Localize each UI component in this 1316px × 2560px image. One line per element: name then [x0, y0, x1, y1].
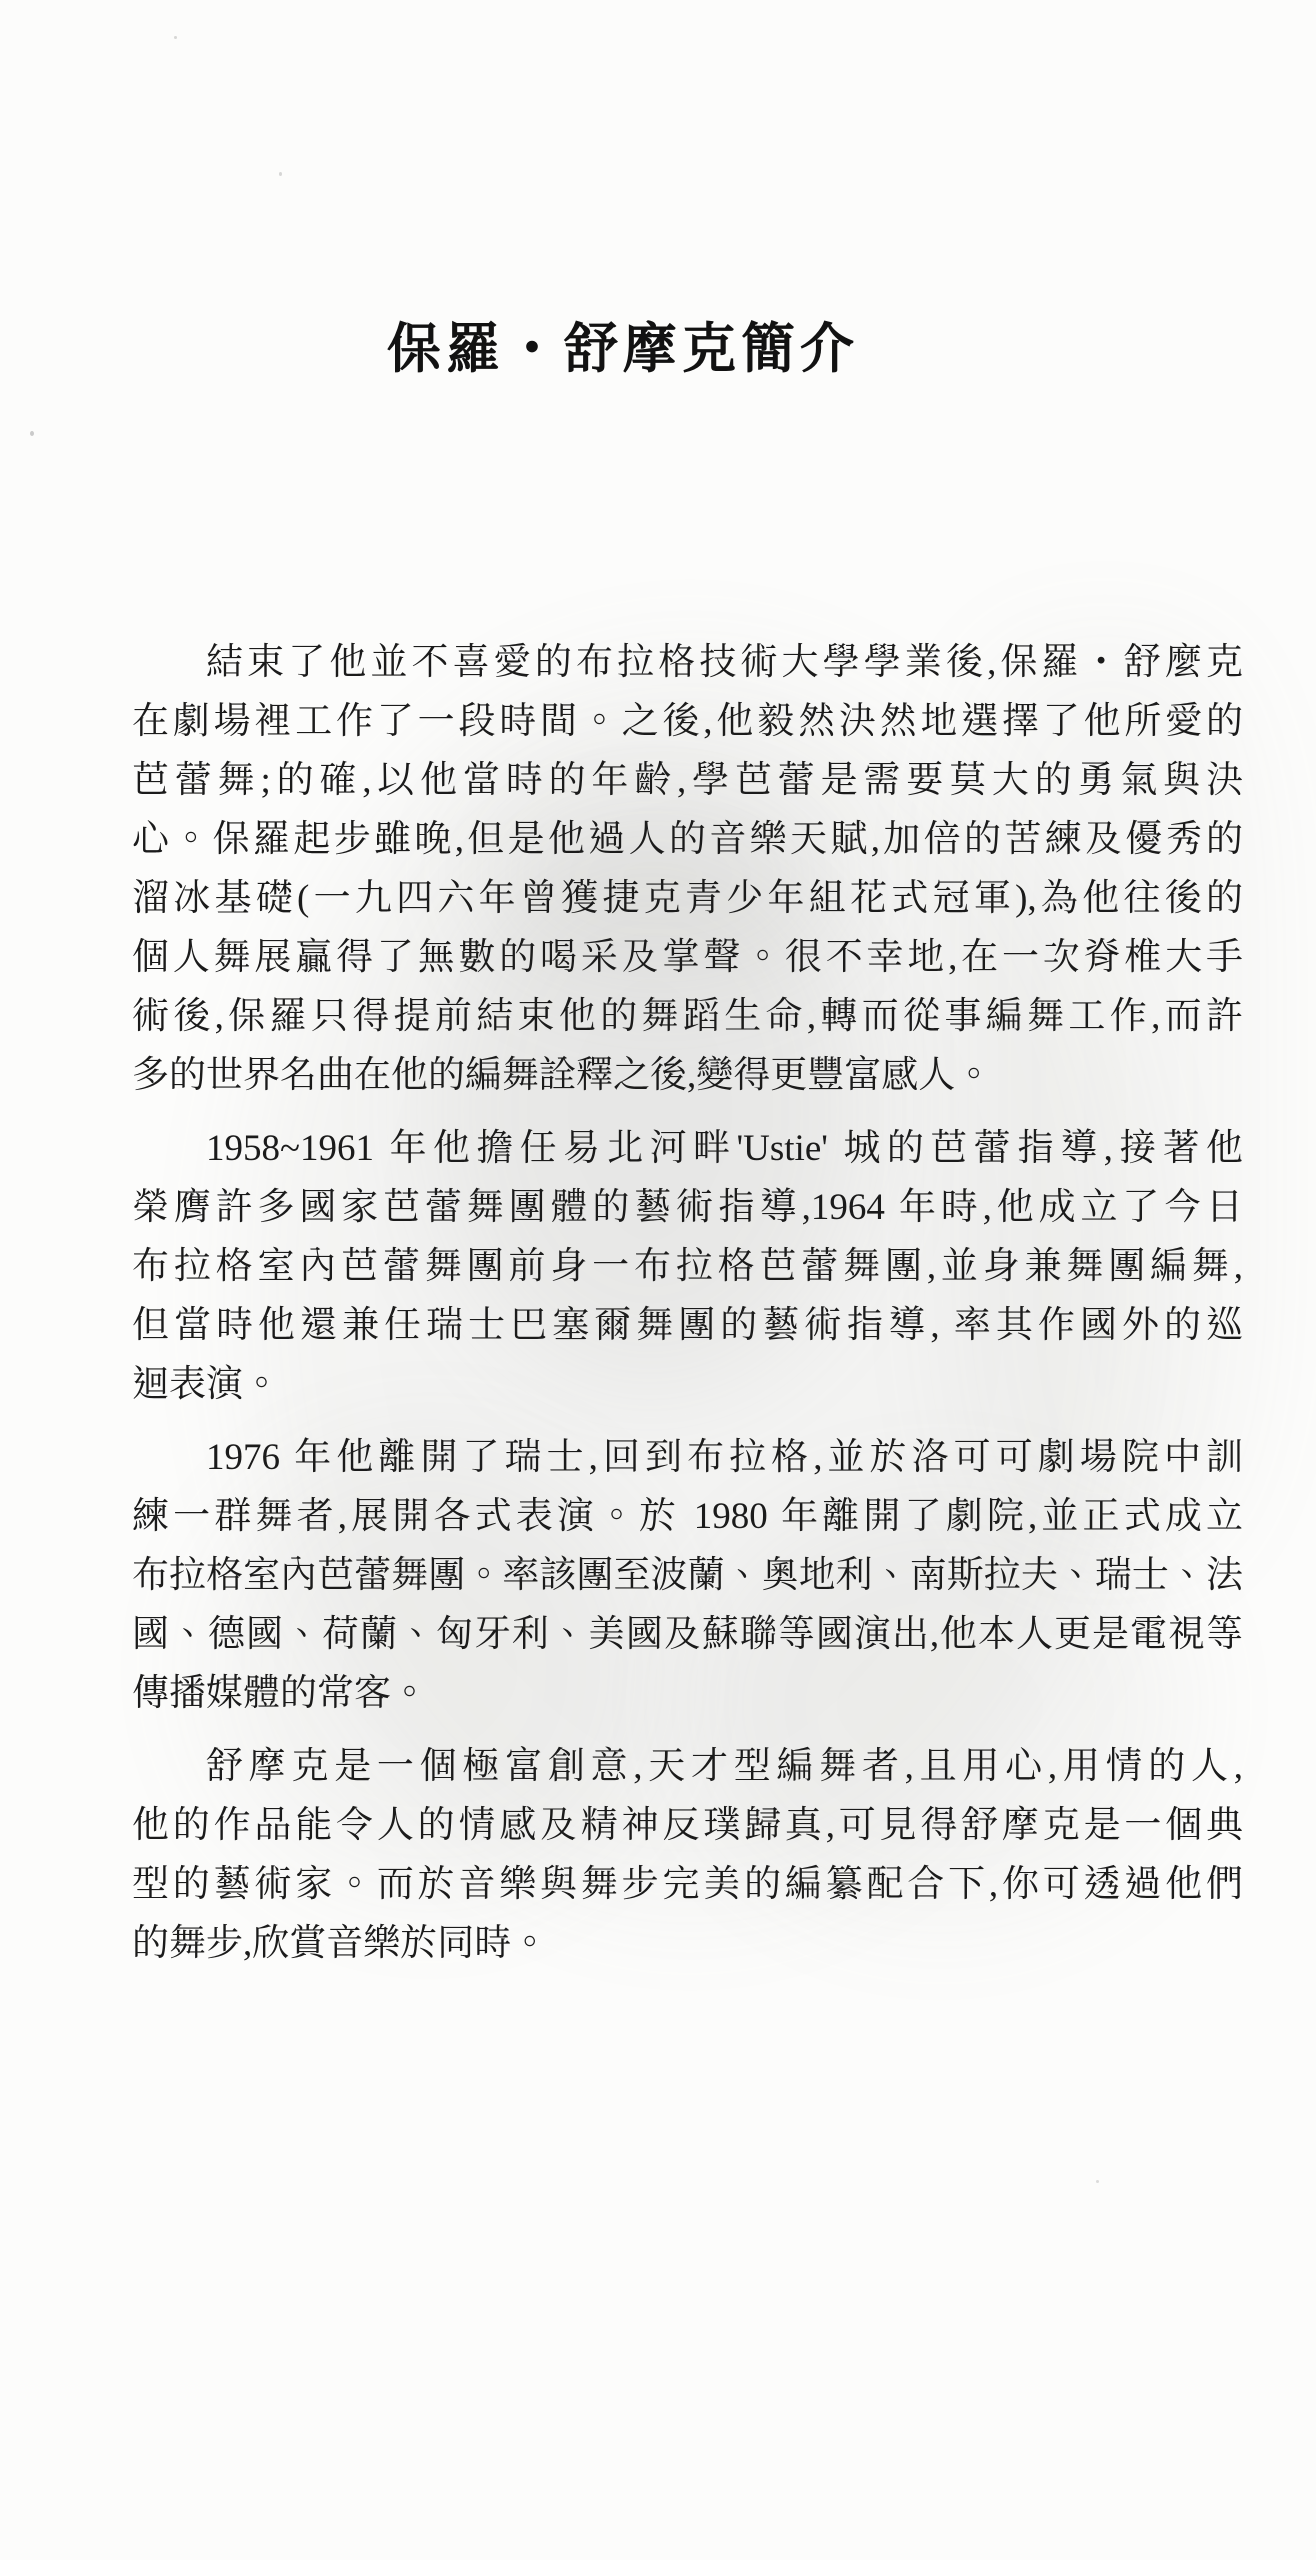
paper-speck — [1096, 2180, 1099, 2183]
text-line-4: 心。保羅起步雖晚,但是他過人的音樂天賦,加倍的苦練及優秀的 — [132, 819, 1243, 860]
text-line-22: 的舞步,欣賞音樂於同時。 — [132, 1923, 549, 1964]
text-line-6: 個人舞展贏得了無數的喝采及掌聲。很不幸地,在一次脊椎大手 — [132, 937, 1243, 978]
text-line-7: 術後,保羅只得提前結束他的舞蹈生命,轉而從事編舞工作,而許 — [132, 996, 1243, 1037]
text-line-18: 傳播媒體的常客。 — [132, 1673, 428, 1714]
text-line-9: 1958~1961 年他擔任易北河畔'Ustie' 城的芭蕾指導,接著他 — [206, 1128, 1243, 1169]
paper-speck — [279, 172, 282, 176]
body-text — [132, 633, 1243, 1973]
text-line-15: 練一群舞者,展開各式表演。於 1980 年離開了劇院,並正式成立 — [132, 1496, 1243, 1537]
text-line-13: 迴表演。 — [132, 1364, 280, 1405]
paper-speck — [30, 431, 34, 436]
text-line-12: 但當時他還兼任瑞士巴塞爾舞團的藝術指導, 率其作國外的巡 — [132, 1305, 1243, 1346]
text-line-20: 他的作品能令人的情感及精神反璞歸真,可見得舒摩克是一個典 — [132, 1805, 1243, 1846]
text-line-3: 芭蕾舞;的確,以他當時的年齡,學芭蕾是需要莫大的勇氣與決 — [132, 760, 1243, 801]
text-line-8: 多的世界名曲在他的編舞詮釋之後,變得更豐富感人。 — [132, 1055, 993, 1096]
text-line-14: 1976 年他離開了瑞士,回到布拉格,並於洛可可劇場院中訓 — [206, 1437, 1243, 1478]
text-line-2: 在劇場裡工作了一段時間。之後,他毅然決然地選擇了他所愛的 — [132, 701, 1243, 742]
text-line-11: 布拉格室內芭蕾舞團前身一布拉格芭蕾舞團,並身兼舞團編舞, — [132, 1246, 1243, 1287]
text-line-19: 舒摩克是一個極富創意,天才型編舞者,且用心,用情的人, — [206, 1746, 1243, 1787]
text-line-1: 結束了他並不喜愛的布拉格技術大學學業後,保羅・舒麼克 — [206, 642, 1243, 683]
page-title: 保羅・舒摩克簡介 — [387, 319, 859, 379]
text-line-5: 溜冰基礎(一九四六年曾獲捷克青少年組花式冠軍),為他往後的 — [132, 878, 1243, 919]
text-line-17: 國、德國、荷蘭、匈牙利、美國及蘇聯等國演出,他本人更是電視等 — [132, 1614, 1243, 1655]
text-line-16: 布拉格室內芭蕾舞團。率該團至波蘭、奧地利、南斯拉夫、瑞士、法 — [132, 1555, 1243, 1596]
paper-speck — [174, 36, 177, 39]
text-line-10: 榮膺許多國家芭蕾舞團體的藝術指導,1964 年時,他成立了今日 — [132, 1187, 1243, 1228]
text-line-21: 型的藝術家。而於音樂與舞步完美的編纂配合下,你可透過他們 — [132, 1864, 1243, 1905]
